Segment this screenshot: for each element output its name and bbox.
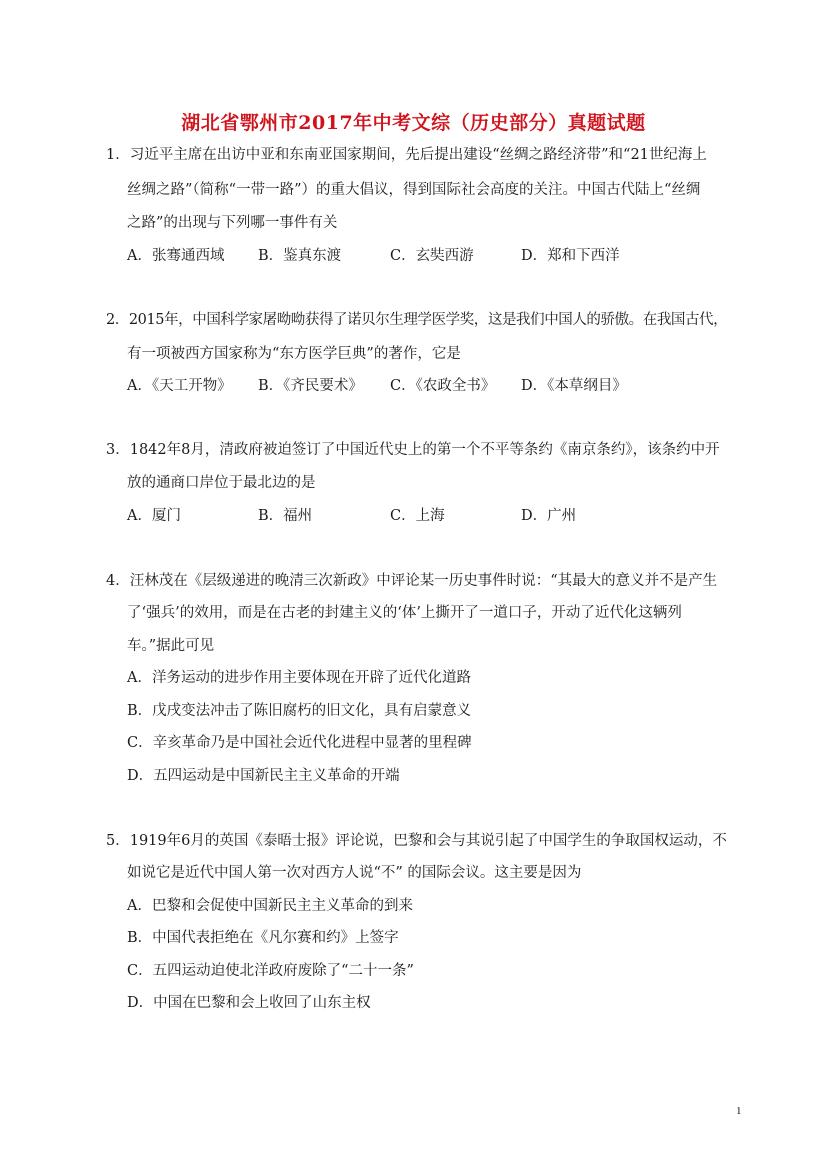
question-1-line-3: 之路”的出现与下列哪一事件有关 bbox=[127, 215, 338, 231]
page-title: 湖北省鄂州市2017年中考文综（历史部分）真题试题 bbox=[181, 112, 646, 134]
question-4-option-c: C．辛亥革命乃是中国社会近代化进程中显著的里程碑 bbox=[127, 735, 472, 751]
question-1-option-d: D．郑和下西洋 bbox=[521, 248, 620, 264]
question-2-option-d: D．《本草纲目》 bbox=[521, 378, 627, 394]
question-1-line-1: 1．习近平主席在出访中亚和东南亚国家期间，先后提出建设“丝绸之路经济带”和“21世纪海上 bbox=[106, 147, 707, 163]
question-4-line-2: 了‘强兵’的效用，而是在古老的封建主义的‘体’上撕开了一道口子，开动了近代化这辆列 bbox=[127, 605, 682, 621]
question-3-option-b: B．福州 bbox=[258, 508, 313, 524]
question-1-option-c: C．玄奘西游 bbox=[390, 248, 474, 264]
question-1-option-b: B．鉴真东渡 bbox=[258, 248, 342, 264]
question-3-line-2: 放的通商口岸位于最北边的是 bbox=[127, 475, 316, 491]
question-2-option-c: C．《农政全书》 bbox=[390, 378, 496, 394]
question-5-option-a: A．巴黎和会促使中国新民主主义革命的到来 bbox=[127, 898, 413, 914]
question-4-option-a: A．洋务运动的进步作用主要体现在开辟了近代化道路 bbox=[127, 670, 471, 686]
question-1-line-2: 丝绸之路”（简称“一带一路”）的重大倡议，得到国际社会高度的关注。中国古代陆上“丝绸 bbox=[127, 182, 701, 198]
question-5-option-b: B．中国代表拒绝在《凡尔赛和约》上签字 bbox=[127, 930, 399, 946]
question-3-option-a: A．厦门 bbox=[127, 508, 181, 524]
question-5-option-c: C．五四运动迫使北洋政府废除了“二十一条” bbox=[127, 963, 414, 979]
question-4-option-d: D．五四运动是中国新民主主义革命的开端 bbox=[127, 768, 400, 784]
question-2-line-1: 2．2015年，中国科学家屠呦呦获得了诺贝尔生理学医学奖，这是我们中国人的骄傲。在我国古代， bbox=[106, 312, 728, 328]
question-4-line-1: 4．汪林茂在《层级递进的晚清三次新政》中评论某一历史事件时说：“其最大的意义并不是产生 bbox=[106, 573, 718, 589]
question-5-line-1: 5．1919年6月的英国《泰晤士报》评论说，巴黎和会与其说引起了中国学生的争取国权运动，不 bbox=[106, 833, 727, 849]
question-1-option-a: A．张骞通西域 bbox=[127, 248, 225, 264]
question-2-line-2: 有一项被西方国家称为“东方医学巨典”的著作，它是 bbox=[127, 346, 461, 362]
question-3-line-1: 3．1842年8月，清政府被迫签订了中国近代史上的第一个不平等条约《南京条约》，该条约中开 bbox=[106, 442, 720, 458]
question-3-option-d: D．广州 bbox=[521, 508, 577, 524]
page-number: 1 bbox=[736, 1105, 742, 1117]
question-4-option-b: B．戊戌变法冲击了陈旧腐朽的旧文化，具有启蒙意义 bbox=[127, 703, 472, 719]
question-5-option-d: D．中国在巴黎和会上收回了山东主权 bbox=[127, 995, 371, 1011]
question-4-line-3: 车。”据此可见 bbox=[127, 638, 215, 654]
question-2-option-b: B．《齐民要术》 bbox=[258, 378, 363, 394]
question-3-option-c: C．上海 bbox=[390, 508, 445, 524]
question-2-option-a: A．《天工开物》 bbox=[127, 378, 232, 394]
question-5-line-2: 如说它是近代中国人第一次对西方人说“不” 的国际会议。这主要是因为 bbox=[127, 865, 582, 881]
